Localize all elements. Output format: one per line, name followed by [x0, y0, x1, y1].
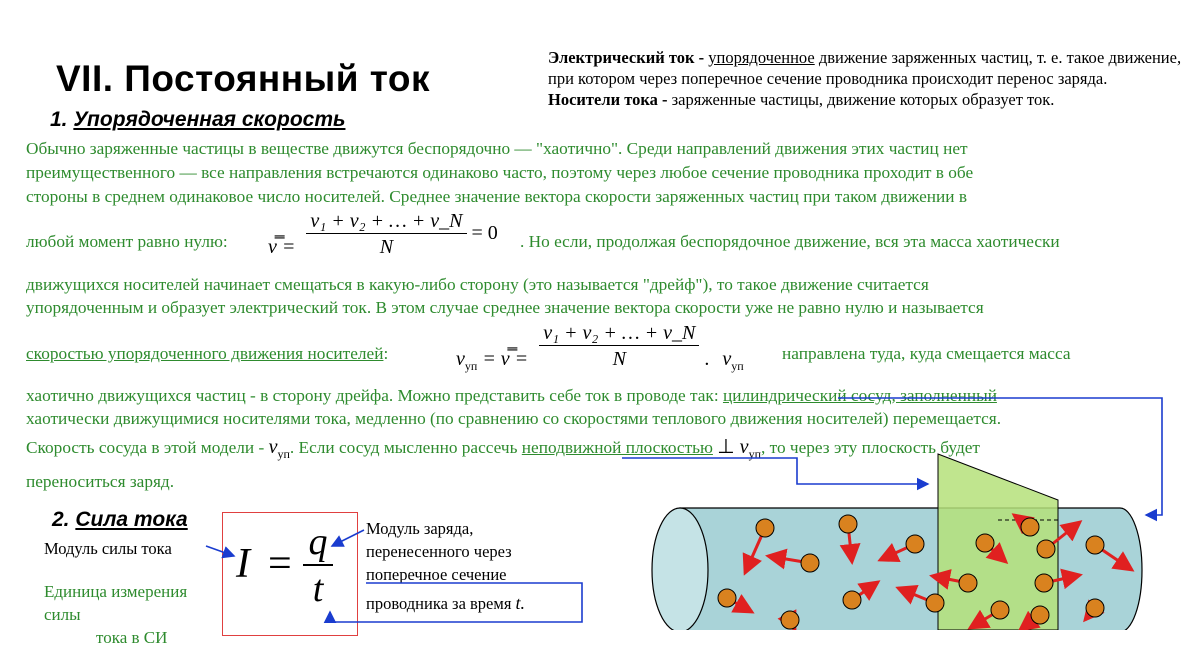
formula-vbar: v̿ =: [268, 236, 296, 259]
charge-particle: [906, 535, 924, 553]
section-2-label: Сила тока: [75, 508, 188, 531]
carriers-definition: заряженные частицы, движение которых образует ток.: [667, 90, 1055, 109]
charge-label-3: поперечное сечение: [366, 565, 507, 584]
section-1-label: Упорядоченная скорость: [73, 108, 346, 131]
para-line-4a: любой момент равно нулю:: [26, 232, 228, 251]
para-line-9: хаотически движущимися носителями тока, медленно (по сравнению со скоростями теплового движения носителей) перемещается.: [26, 409, 1002, 428]
para-line-11: переноситься заряд.: [26, 472, 175, 491]
charge-particle: [926, 594, 944, 612]
charge-label-4: проводника за время: [366, 594, 512, 613]
charge-particle: [801, 554, 819, 572]
charge-particle: [839, 515, 857, 533]
para-line-1: Обычно заряженные частицы в веществе движутся беспорядочно — "хаотично". Среди направлений движения этих частиц нет: [26, 139, 968, 158]
formula-perp-sub: уп: [748, 447, 761, 461]
charge-particle: [1031, 606, 1049, 624]
para-line-2: преимущественного — все направления встречаются одинаково часто, поэтому через любое сечение проводника проходит в обе: [26, 163, 974, 182]
para-line-5: движущихся носителей начинает смещаться в какую-либо сторону (это называется "дрейф"), то такое движение считается: [26, 275, 929, 294]
ordered-velocity-term: скоростью упорядоченного движения носителей: [26, 344, 384, 363]
unit-label-text: Единица измерения силы: [44, 582, 188, 624]
current-term: Электрический ток -: [548, 48, 705, 67]
section-1-number: 1.: [50, 108, 68, 131]
para-line-7c: направлена туда, куда смещается масса: [782, 344, 1071, 363]
formula-I: I: [236, 541, 250, 587]
charge-particle: [976, 534, 994, 552]
unit-label-cut: тока в СИ: [96, 628, 168, 647]
charge-particle: [959, 574, 977, 592]
charge-particle: [1086, 599, 1104, 617]
formula-q: q: [303, 520, 333, 566]
formula-t: t: [312, 568, 324, 610]
charge-label-t: t.: [515, 593, 526, 613]
formula-mean-rhs: = 0: [471, 222, 498, 245]
carriers-term: Носители тока -: [548, 90, 668, 109]
charge-particle: [1035, 574, 1053, 592]
formula-v-up-lhs: $v_{уп}$ = v̿ =: [456, 348, 529, 374]
formula-v-up-numerator: v₁ + v₂ + … + v_N: [539, 322, 699, 346]
current-modulus-label: Модуль силы тока: [44, 539, 172, 558]
charge-particle: [1086, 536, 1104, 554]
para-line-10a: Скорость сосуда в этой модели -: [26, 438, 265, 457]
charge-particle: [1021, 518, 1039, 536]
formula-mean-denominator: N: [379, 236, 394, 258]
charge-particle: [991, 601, 1009, 619]
fixed-plane-term: неподвижной плоскостью: [521, 438, 713, 457]
time-label-arrow: [330, 583, 582, 622]
para-line-6: упорядоченным и образует электрический ток. В этом случае среднее значение вектора скорости уже не равно нулю и называется: [26, 298, 984, 317]
charge-particle: [1037, 540, 1055, 558]
formula-v-up-ref-sub: уп: [731, 359, 744, 374]
para-line-3: стороны в среднем одинаковое число носителей. Среднее значение вектора скорости заряженных частиц при таком движении в: [26, 187, 968, 206]
formula-mean-numerator: v₁ + v₂ + … + v_N: [306, 210, 466, 234]
charge-label-2: перенесенного через: [366, 542, 512, 561]
plane-annotation-arrow: [622, 458, 928, 484]
formula-v-up-inline: $v_{уп}$: [268, 436, 290, 461]
para-line-10d: , то через эту плоскость будет: [760, 438, 980, 457]
cylinder-vessel-term: цилиндрический сосуд, заполненный: [722, 386, 997, 405]
para-line-10b: . Если сосуд мысленно рассечь: [289, 438, 518, 457]
section-2-number: 2.: [52, 508, 70, 531]
para-line-4b: . Но если, продолжая беспорядочное движение, вся эта масса хаотически: [520, 232, 1060, 251]
formula-equals: =: [268, 541, 292, 587]
charge-particle: [843, 591, 861, 609]
current-definition: движение заряженных частиц, т. е. такое движение, при котором через поперечное сечение проводника происходит перенос заряда.: [548, 48, 1182, 88]
current-label-arrow: [206, 546, 234, 556]
formula-v-up-denominator: N: [612, 348, 626, 370]
formula-v-up-inline-sub: уп: [277, 447, 290, 461]
cylinder-end: [652, 508, 708, 630]
page-title: VII. Постоянный ток: [56, 58, 430, 99]
formula-perp-v: ⊥ $v_{уп}$: [717, 436, 761, 461]
charge-particle: [756, 519, 774, 537]
formula-dot: .: [704, 348, 710, 371]
para-colon: :: [383, 344, 389, 363]
cylinder-diagram: [652, 454, 1142, 630]
formula-v-up-ref: $v_{уп}$: [722, 348, 744, 374]
current-ordered-word: упорядоченное: [708, 48, 815, 67]
charge-particle: [781, 611, 799, 629]
charge-label-arrow: [332, 530, 364, 546]
charge-particle: [718, 589, 736, 607]
para-line-8a: хаотично движущихся частиц - в сторону дрейфа. Можно представить себе ток в проводе так:: [26, 386, 719, 405]
formula-v-up-sub: уп: [464, 359, 478, 374]
charge-label-1: Модуль заряда,: [366, 519, 474, 538]
